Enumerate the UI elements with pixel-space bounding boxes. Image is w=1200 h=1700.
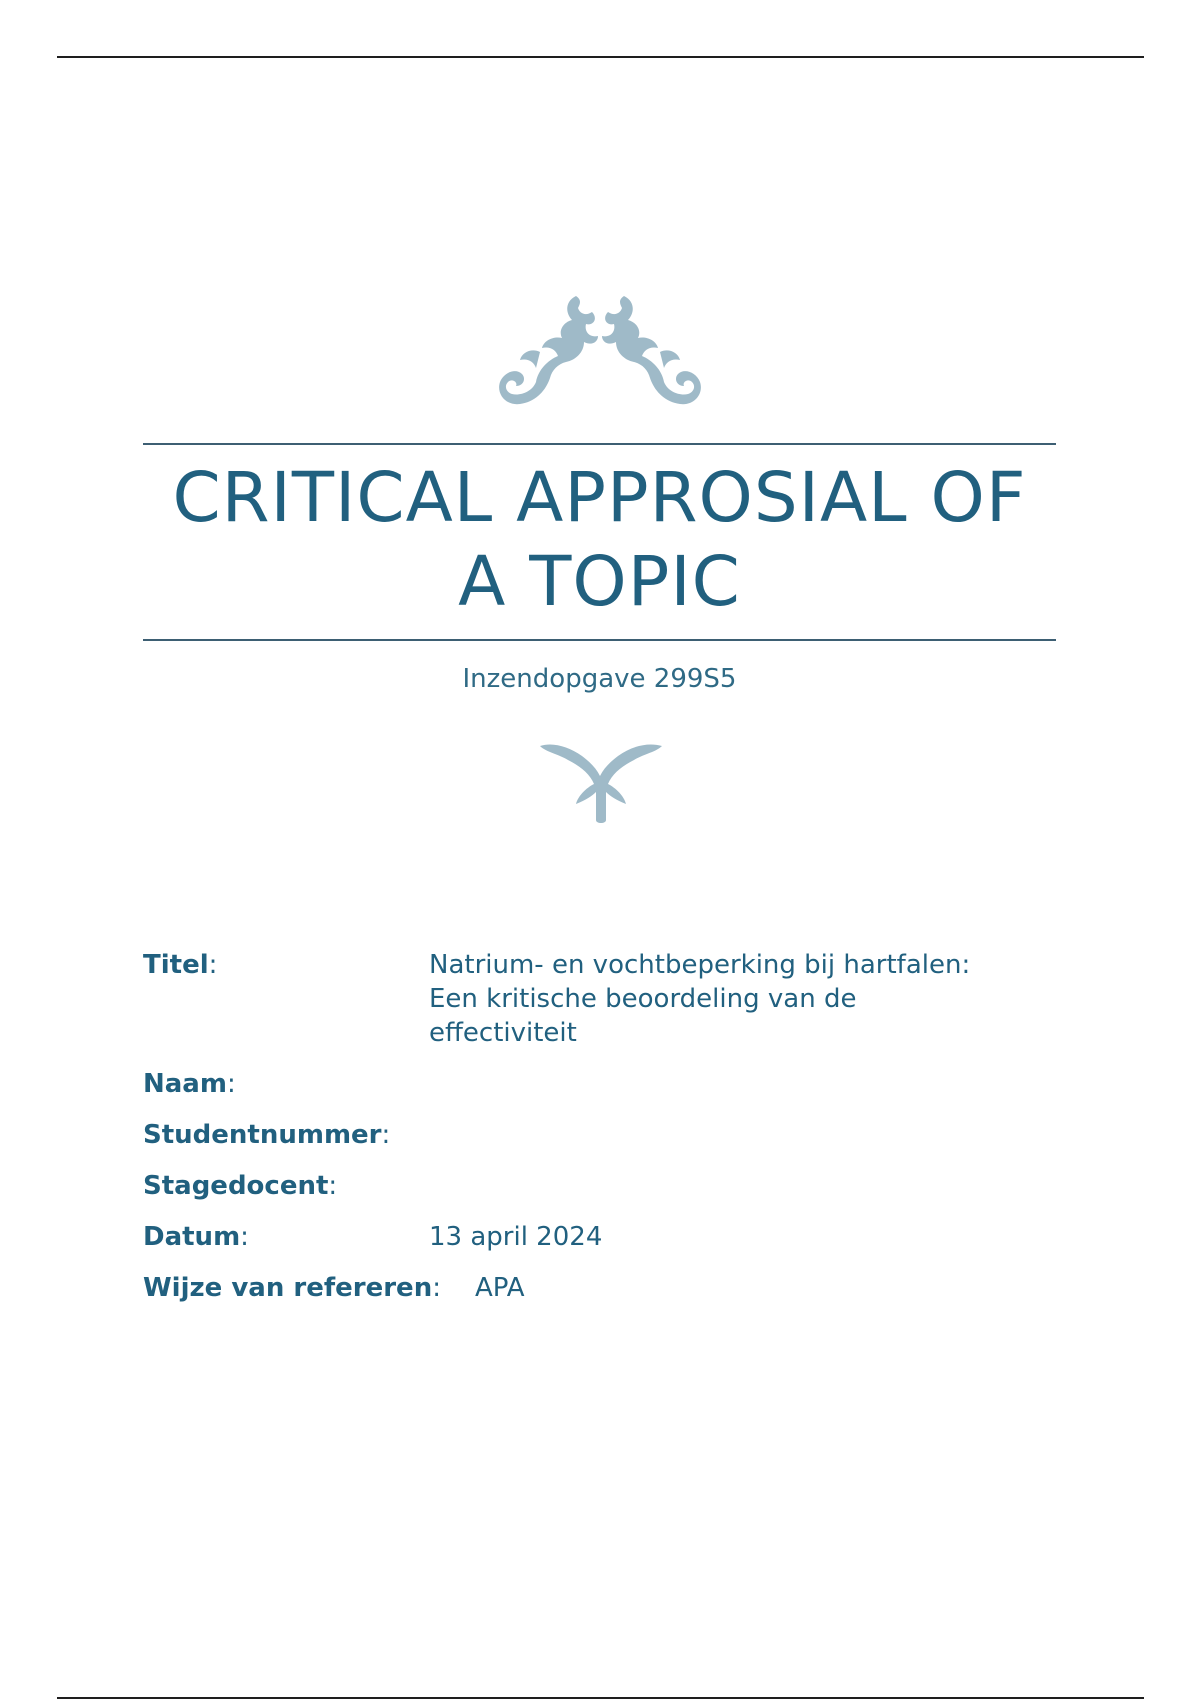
detail-row-datum bbox=[143, 1220, 1056, 1254]
detail-value bbox=[429, 1067, 1056, 1101]
detail-row-stagedocent bbox=[143, 1169, 1056, 1203]
page-top-rule bbox=[57, 56, 1144, 58]
page-bottom-rule bbox=[57, 1697, 1144, 1699]
document-details bbox=[143, 948, 1056, 1322]
detail-label: Titel: bbox=[143, 950, 218, 980]
detail-value: APA bbox=[474, 1273, 525, 1303]
leaf-sprig-icon bbox=[538, 740, 664, 826]
title-bottom-rule bbox=[143, 639, 1056, 641]
document-subtitle: Inzendopgave 299S5 bbox=[462, 664, 737, 694]
detail-row-wijze-van-refereren bbox=[143, 1271, 1056, 1305]
detail-value bbox=[429, 1118, 1056, 1152]
detail-value bbox=[429, 1169, 1056, 1203]
title-top-rule bbox=[143, 443, 1056, 445]
detail-label: Stagedocent: bbox=[143, 1171, 338, 1201]
floral-scroll-icon bbox=[480, 292, 720, 422]
detail-row-studentnummer bbox=[143, 1118, 1056, 1152]
detail-row-naam bbox=[143, 1067, 1056, 1101]
detail-label: Naam: bbox=[143, 1069, 236, 1099]
detail-label: Studentnummer: bbox=[143, 1120, 391, 1150]
detail-value-line: Natrium- en vochtbeperking bij hartfalen: bbox=[429, 950, 971, 980]
document-title bbox=[143, 456, 1056, 624]
detail-row-titel bbox=[143, 948, 1056, 1050]
detail-value: 13 april 2024 bbox=[429, 1222, 603, 1252]
detail-label: Datum: bbox=[143, 1222, 249, 1252]
title-line-1: CRITICAL APPROSIAL OF bbox=[172, 458, 1027, 538]
detail-value-line: effectiviteit bbox=[429, 1018, 577, 1048]
title-line-2: A TOPIC bbox=[458, 542, 741, 622]
detail-value bbox=[429, 948, 1056, 1050]
detail-label: Wijze van refereren: bbox=[143, 1273, 441, 1303]
detail-value-line: Een kritische beoordeling van de bbox=[429, 984, 857, 1014]
